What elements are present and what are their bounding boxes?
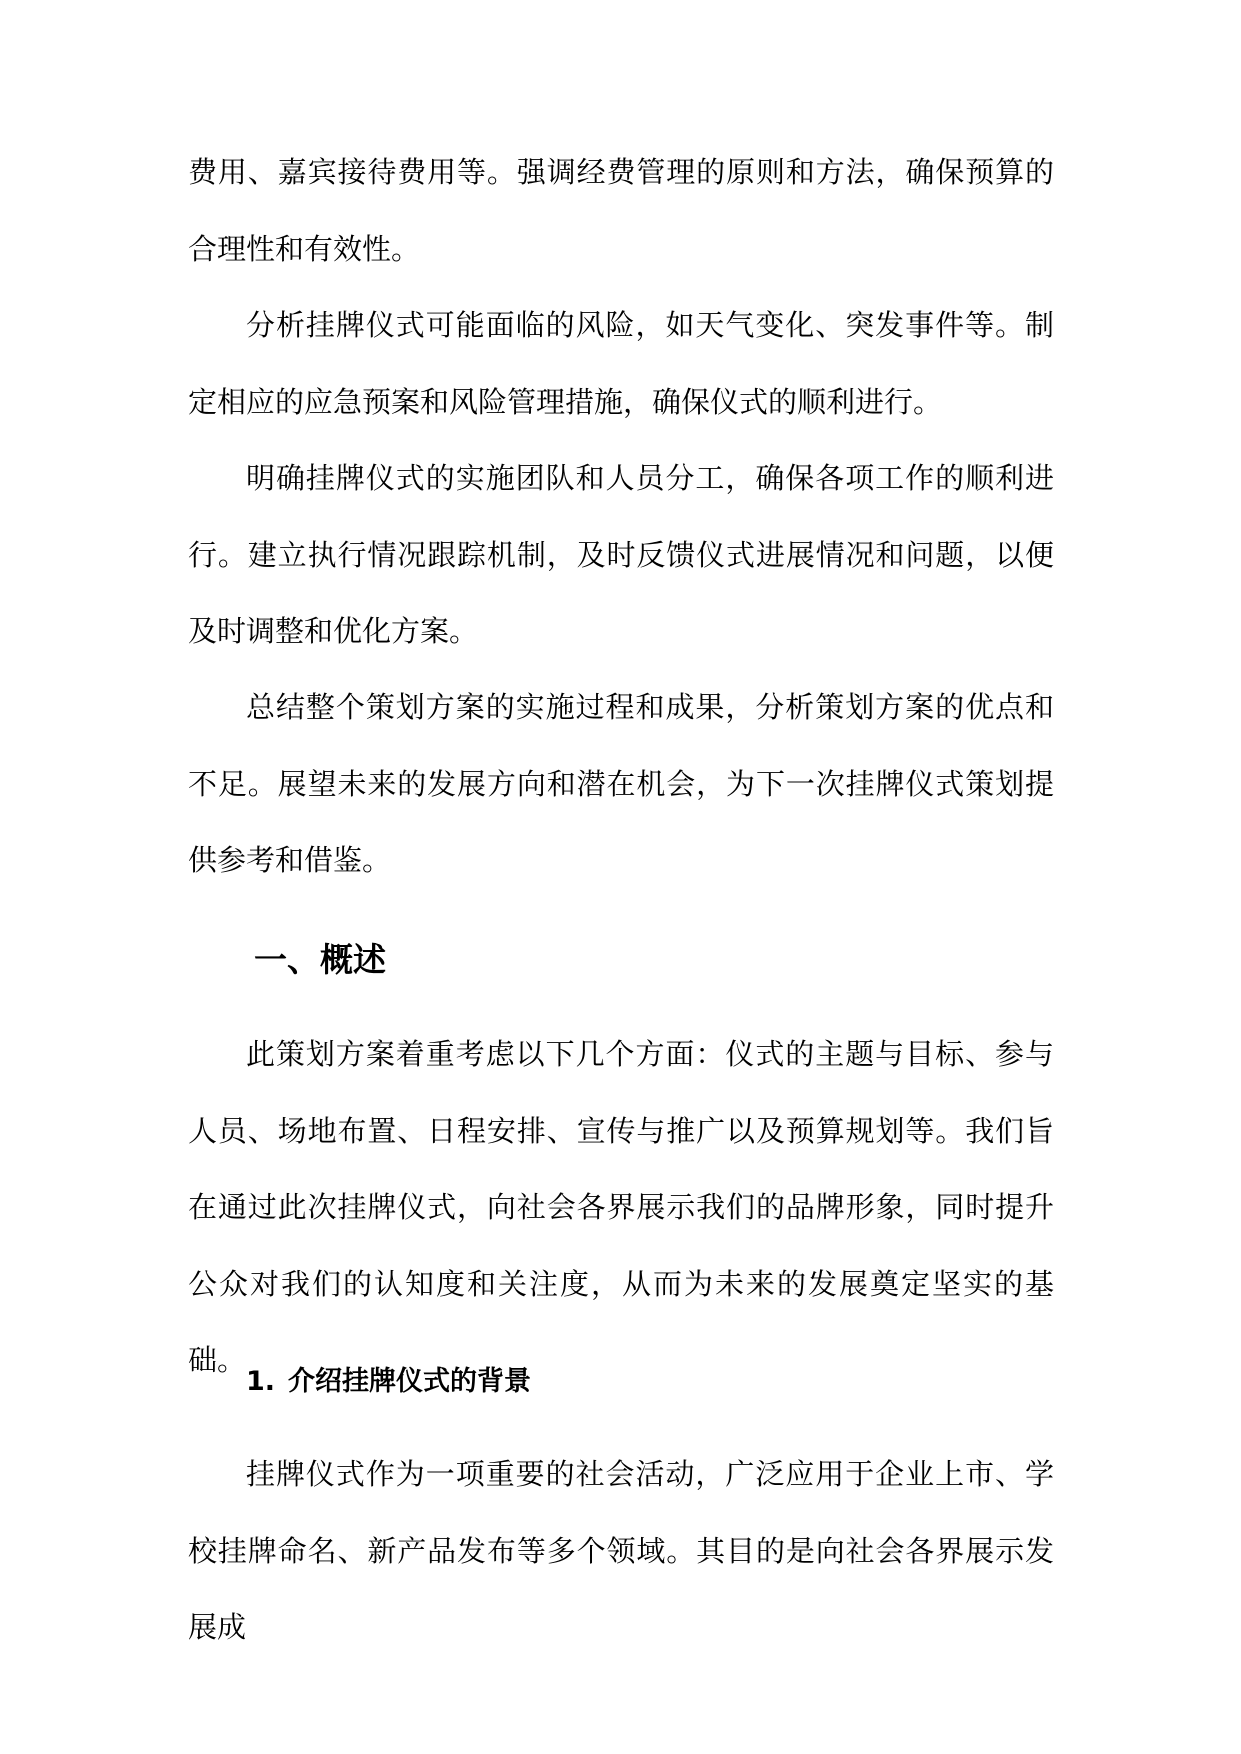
subsection-number: 1.	[246, 1366, 276, 1397]
paragraph-execution: 明确挂牌仪式的实施团队和人员分工，确保各项工作的顺利进行。建立执行情况跟踪机制，及时反馈仪式进展情况和问题，以便及时调整和优化方案。	[188, 461, 1054, 648]
subsection-heading-background	[246, 1362, 531, 1402]
subsection-title: 介绍挂牌仪式的背景	[288, 1366, 531, 1397]
paragraph-budget: 费用、嘉宾接待费用等。强调经费管理的原则和方法，确保预算的合理性和有效性。	[188, 155, 1054, 266]
section-heading-overview: 一、概述	[254, 940, 386, 979]
paragraph-risk: 分析挂牌仪式可能面临的风险，如天气变化、突发事件等。制定相应的应急预案和风险管理措施，确保仪式的顺利进行。	[188, 308, 1054, 419]
paragraph-overview: 此策划方案着重考虑以下几个方面：仪式的主题与目标、参与人员、场地布置、日程安排、宣传与推广以及预算规划等。我们旨在通过此次挂牌仪式，向社会各界展示我们的品牌形象，同时提升公众对我们的认知度和关注度，从而为未来的发展奠定坚实的基础。	[188, 1037, 1054, 1377]
paragraph-summary: 总结整个策划方案的实施过程和成果，分析策划方案的优点和不足。展望未来的发展方向和潜在机会，为下一次挂牌仪式策划提供参考和借鉴。	[188, 690, 1054, 877]
paragraph-background: 挂牌仪式作为一项重要的社会活动，广泛应用于企业上市、学校挂牌命名、新产品发布等多个领域。其目的是向社会各界展示发展成	[188, 1457, 1054, 1644]
